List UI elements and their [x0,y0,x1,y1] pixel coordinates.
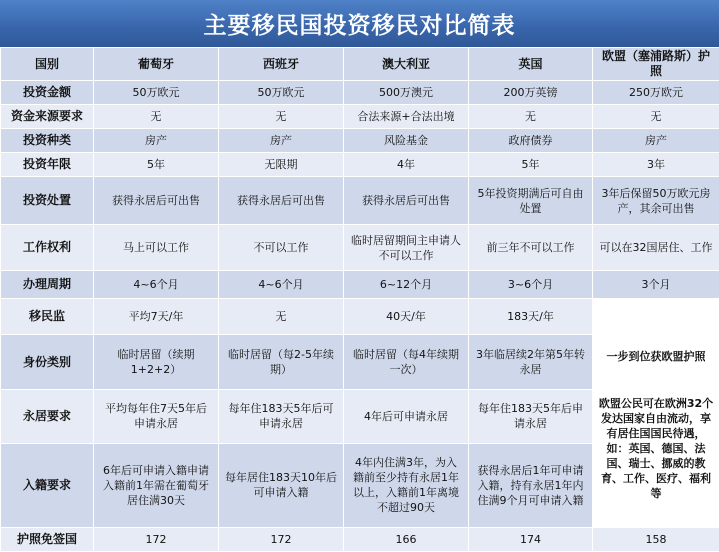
eu-merged-description: 欧盟公民可在欧洲32个发达国家自由流动，享有居住国国民待遇，如：英国、德国、法国、瑞士、挪威的教育、工作、医疗、福利等 [598,397,714,501]
table-cell: 4年后可申请永居 [344,389,469,443]
table-cell: 172 [94,527,219,551]
table-cell: 3~6个月 [469,271,593,299]
table-cell: 获得永居后1年可申请入籍，持有永居1年内住满9个月可申请入籍 [469,443,593,527]
table-cell: 3年 [593,153,719,177]
table-cell: 每年住183天5年后可申请永居 [219,389,344,443]
col-header-country: 国别 [1,48,94,81]
table-row [1,105,719,129]
table-cell: 平均每年住7天5年后申请永居 [94,389,219,443]
table-cell: 3个月 [593,271,719,299]
row-label: 投资年限 [1,153,94,177]
table-cell: 每年住183天5年后申请永居 [469,389,593,443]
col-header-eu-cyprus: 欧盟（塞浦路斯）护照 [593,48,719,81]
table-cell: 174 [469,527,593,551]
table-cell: 房产 [94,129,219,153]
table-cell: 无 [219,299,344,335]
table-cell: 获得永居后可出售 [344,177,469,225]
col-header-portugal: 葡萄牙 [94,48,219,81]
table-cell: 6~12个月 [344,271,469,299]
table-cell: 无 [593,105,719,129]
table-cell: 4年 [344,153,469,177]
row-label: 办理周期 [1,271,94,299]
row-label: 入籍要求 [1,443,94,527]
table-cell: 获得永居后可出售 [219,177,344,225]
table-cell: 可以在32国居住、工作 [593,225,719,271]
table-cell: 政府债券 [469,129,593,153]
table-cell: 前三年不可以工作 [469,225,593,271]
table-cell: 无 [469,105,593,129]
table-row [1,177,719,225]
row-label: 投资处置 [1,177,94,225]
table-cell: 平均7天/年 [94,299,219,335]
comparison-table [0,47,719,552]
table-cell: 5年 [94,153,219,177]
row-label: 资金来源要求 [1,105,94,129]
table-cell: 合法来源+合法出境 [344,105,469,129]
table-cell: 不可以工作 [219,225,344,271]
table-cell: 临时居留（每2-5年续期） [219,335,344,389]
table-cell: 临时居留（每4年续期一次） [344,335,469,389]
table-row [1,271,719,299]
table-row [1,225,719,271]
row-label: 工作权利 [1,225,94,271]
table-cell: 6年后可申请入籍申请入籍前1年需在葡萄牙居住满30天 [94,443,219,527]
table-cell: 40天/年 [344,299,469,335]
table-cell: 166 [344,527,469,551]
eu-merged-cell [593,299,719,527]
table-cell: 500万澳元 [344,81,469,105]
table-cell: 风险基金 [344,129,469,153]
table-cell: 马上可以工作 [94,225,219,271]
table-cell: 房产 [219,129,344,153]
col-header-spain: 西班牙 [219,48,344,81]
table-cell: 172 [219,527,344,551]
table-cell: 4~6个月 [219,271,344,299]
table-cell: 无限期 [219,153,344,177]
table-cell: 每年居住183天10年后可申请入籍 [219,443,344,527]
page-title: 主要移民国投资移民对比简表 [0,0,719,47]
table-cell: 3年临居续2年第5年转永居 [469,335,593,389]
table-row [1,81,719,105]
row-label: 永居要求 [1,389,94,443]
table-cell: 4年内住满3年，为入籍前至少持有永居1年以上，入籍前1年离境不超过90天 [344,443,469,527]
table-cell: 158 [593,527,719,551]
table-row [1,527,719,551]
table-cell: 200万英镑 [469,81,593,105]
table-row [1,129,719,153]
table-row [1,299,719,335]
table-cell: 临时居留（续期1+2+2） [94,335,219,389]
table-cell: 无 [219,105,344,129]
table-cell: 4~6个月 [94,271,219,299]
table-cell: 5年 [469,153,593,177]
table-cell: 5年投资期满后可自由处置 [469,177,593,225]
table-cell: 50万欧元 [219,81,344,105]
table-cell: 获得永居后可出售 [94,177,219,225]
table-cell: 183天/年 [469,299,593,335]
table-cell: 50万欧元 [94,81,219,105]
row-label: 投资金额 [1,81,94,105]
row-label: 投资种类 [1,129,94,153]
row-label: 护照免签国 [1,527,94,551]
row-label: 移民监 [1,299,94,335]
table-cell: 3年后保留50万欧元房产，其余可出售 [593,177,719,225]
table-cell: 无 [94,105,219,129]
row-label: 身份类别 [1,335,94,389]
eu-merged-headline: 一步到位获欧盟护照 [606,350,706,364]
col-header-australia: 澳大利亚 [344,48,469,81]
table-cell: 250万欧元 [593,81,719,105]
header-row [1,48,719,81]
table-row [1,153,719,177]
col-header-uk: 英国 [469,48,593,81]
table-cell: 房产 [593,129,719,153]
table-cell: 临时居留期间主申请人不可以工作 [344,225,469,271]
